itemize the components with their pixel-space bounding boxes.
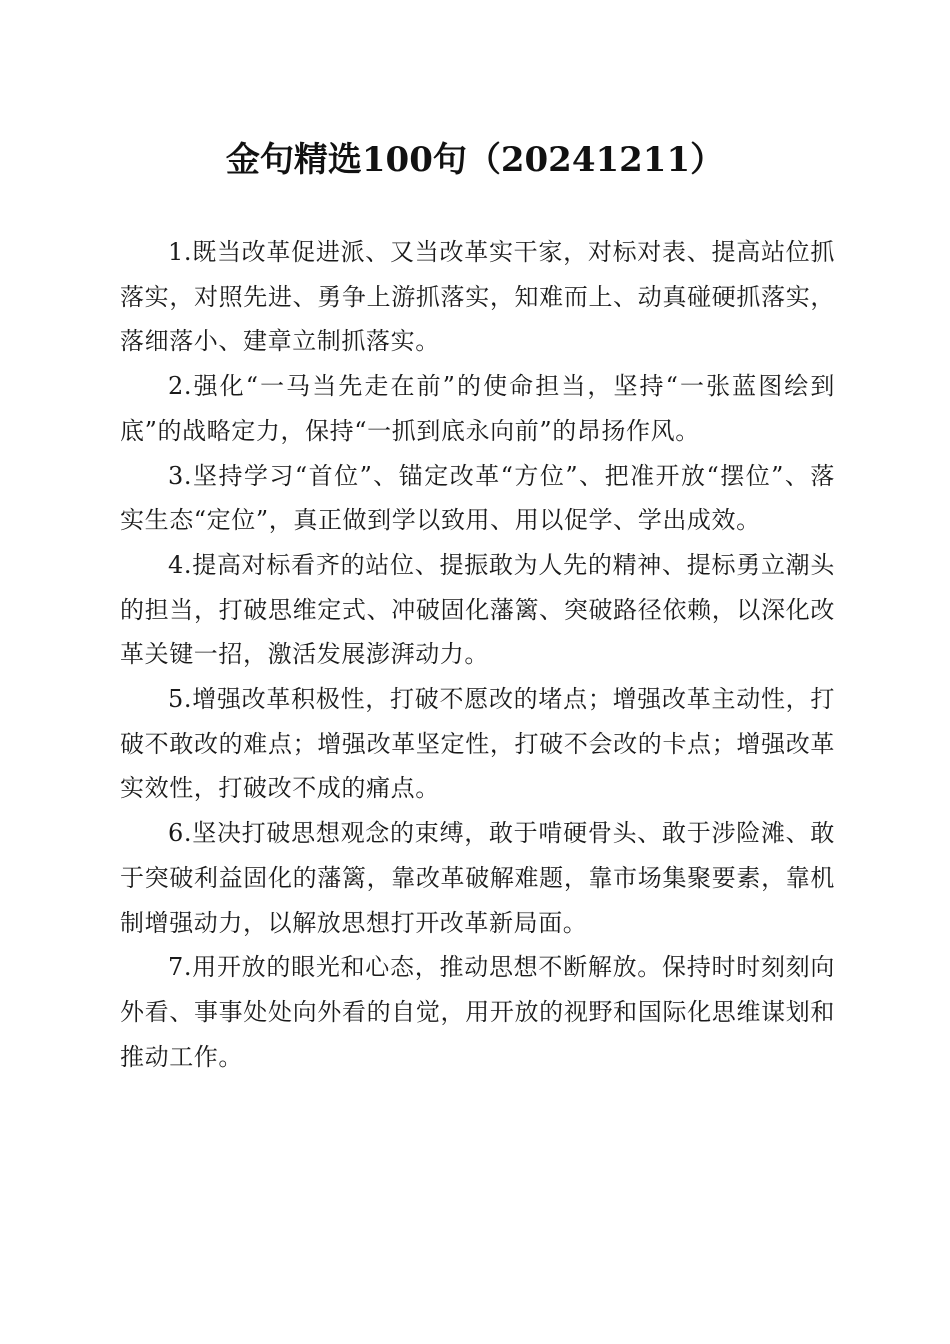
paragraph-5: 5.增强改革积极性，打破不愿改的堵点；增强改革主动性，打破不敢改的难点；增强改革坚定性，打破不会改的卡点；增强改革实效性，打破改不成的痛点。 <box>120 685 835 803</box>
paragraph-6: 6.坚决打破思想观念的束缚，敢于啃硬骨头、敢于涉险滩、敢于突破利益固化的藩篱，靠改革破解难题，靠市场集聚要素，靠机制增强动力，以解放思想打开改革新局面。 <box>120 819 835 937</box>
paragraph-4: 4.提高对标看齐的站位、提振敢为人先的精神、提标勇立潮头的担当，打破思维定式、冲破固化藩篱、突破路径依赖，以深化改革关键一招，激活发展澎湃动力。 <box>120 550 835 669</box>
document-body <box>120 230 835 1079</box>
paragraph-3: 3.坚持学习“首位”、锚定改革“方位”、把准开放“摆位”、落实生态“定位”，真正做到学以致用、用以促学、学出成效。 <box>120 461 835 535</box>
paragraph-1: 1.既当改革促进派、又当改革实干家，对标对表、提高站位抓落实，对照先进、勇争上游抓落实，知难而上、动真碰硬抓落实，落细落小、建章立制抓落实。 <box>120 238 835 356</box>
document-title: 金句精选100句（20241211） <box>225 140 725 180</box>
paragraph-2: 2.强化“一马当先走在前”的使命担当，坚持“一张蓝图绘到底”的战略定力，保持“一抓到底永向前”的昂扬作风。 <box>120 372 835 445</box>
paragraph-7: 7.用开放的眼光和心态，推动思想不断解放。保持时时刻刻向外看、事事处处向外看的自觉，用开放的视野和国际化思维谋划和推动工作。 <box>120 953 835 1071</box>
